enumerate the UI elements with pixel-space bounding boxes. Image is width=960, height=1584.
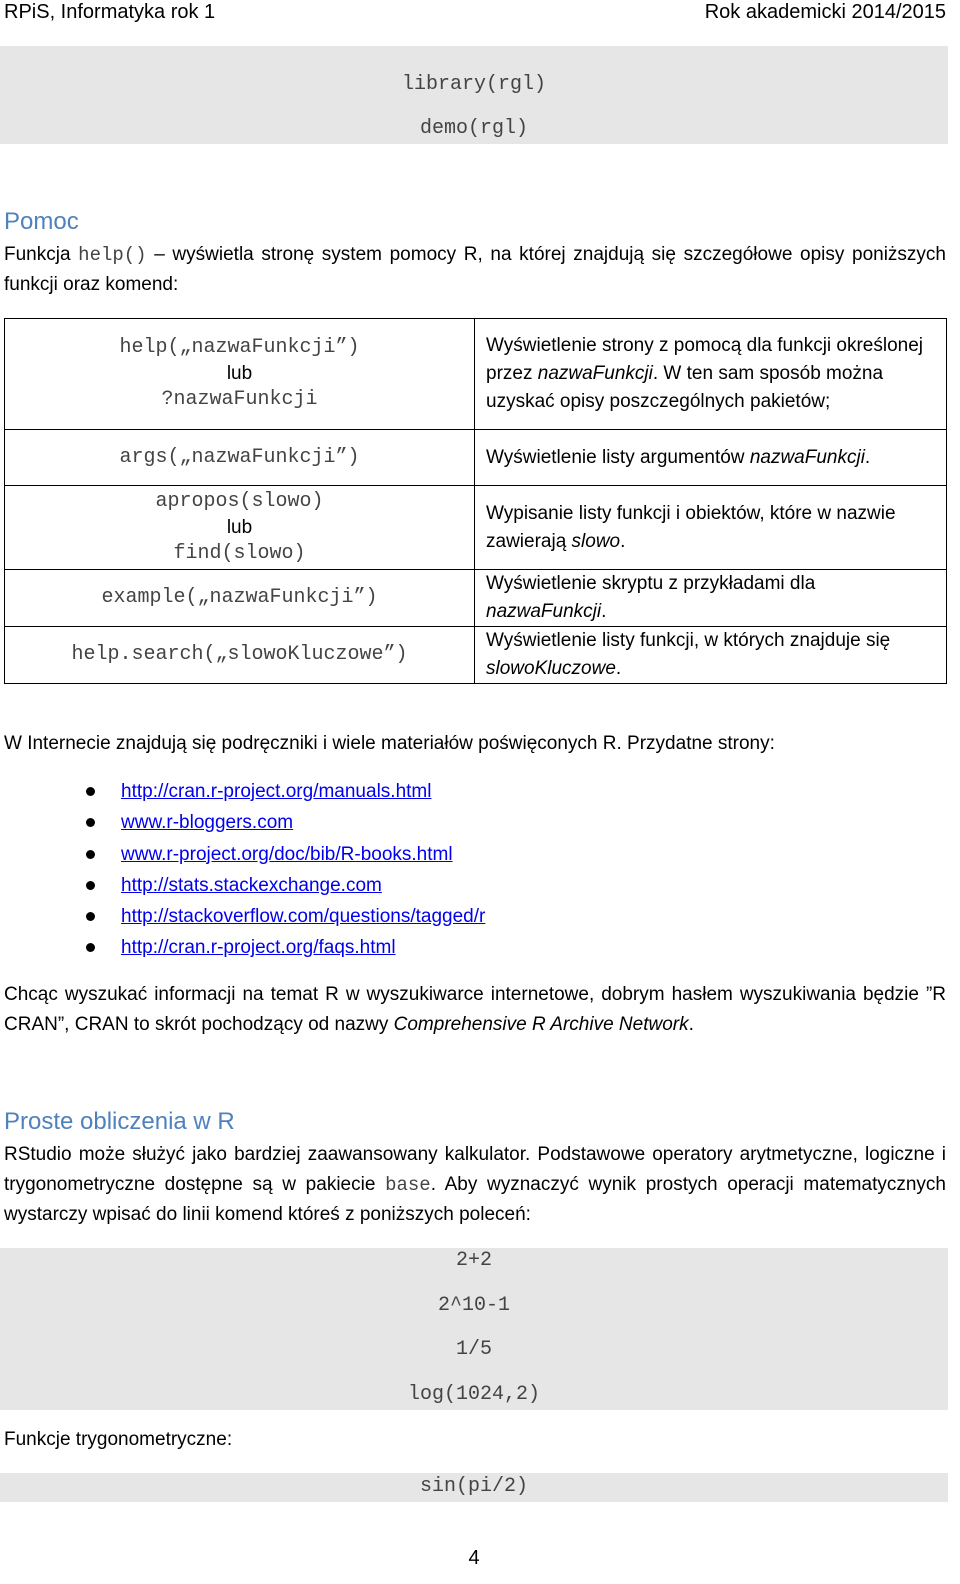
code-line: log(1024,2) [407, 1383, 541, 1406]
command: help(„nazwaFunkcji”) [119, 336, 360, 359]
text: . W ten sam sposób można uzyskać opisy poszczególnych pakietów; [486, 363, 884, 412]
section-heading-help: Pomoc [4, 208, 79, 235]
emphasis: slowoKluczowe [486, 658, 616, 679]
inline-code: help() [78, 244, 147, 266]
link[interactable]: www.r-bloggers.com [121, 812, 294, 834]
link[interactable]: www.r-project.org/doc/bib/R-books.html [121, 843, 453, 865]
text: . [601, 601, 607, 622]
command: apropos(slowo) [155, 489, 324, 513]
description-cell [475, 430, 947, 486]
description-cell [475, 486, 947, 570]
emphasis: nazwaFunkcji [486, 601, 602, 622]
command: ?nazwaFunkcji [161, 388, 318, 411]
text: . [688, 1014, 694, 1035]
text: . [620, 530, 626, 552]
cran-paragraph [4, 980, 946, 1040]
command-cell [5, 486, 475, 570]
command-cell [5, 627, 475, 684]
code-line: sin(pi/2) [419, 1475, 529, 1498]
link[interactable]: http://cran.r-project.org/faqs.html [121, 937, 396, 959]
text: Wyświetlenie skryptu z przykładami dla [486, 573, 816, 594]
table-row [5, 627, 947, 684]
text: Funkcja [4, 244, 79, 265]
description-cell [475, 570, 947, 627]
list-item [80, 839, 485, 870]
table-row [5, 486, 947, 570]
table-row [5, 430, 947, 486]
link[interactable]: http://stats.stackexchange.com [121, 874, 382, 896]
calc-paragraph [4, 1140, 946, 1230]
command: args(„nazwaFunkcji”) [119, 445, 360, 469]
text: Wypisanie listy funkcji i obiektów, które w nazwie zawierają [486, 502, 896, 552]
internet-paragraph: W Internecie znajdują się podręczniki i wiele materiałów poświęconych R. Przydatne strony: [4, 733, 775, 754]
emphasis: Comprehensive R Archive Network [393, 1014, 689, 1035]
help-intro-paragraph [4, 240, 946, 300]
code-line: 2+2 [455, 1249, 492, 1272]
or-label: lub [226, 516, 253, 538]
code-line: demo(rgl) [419, 117, 529, 140]
text: Chcąc wyszukać informacji na temat R w wyszukiwarce internetowe, dobrym hasłem wyszukiwania będzie ”R CRAN”, CRAN to skrót pochodzący od nazwy [4, 984, 946, 1035]
text: . [864, 446, 871, 468]
inline-code: base [385, 1174, 431, 1196]
useful-links-list [80, 776, 485, 964]
command-cell [5, 570, 475, 627]
list-item [80, 776, 485, 807]
command-cell [5, 319, 475, 430]
page-number: 4 [468, 1547, 480, 1569]
table-row [5, 570, 947, 627]
emphasis: slowo [571, 530, 621, 552]
emphasis: nazwaFunkcji [749, 446, 865, 468]
or-label: lub [226, 363, 253, 384]
text: Wyświetlenie listy argumentów [486, 446, 750, 468]
text: – wyświetla stronę system pomocy R, na której znajdują się szczegółowe opisy poniższych funkcji oraz komend: [4, 244, 946, 295]
description-cell [475, 627, 947, 684]
list-item [80, 901, 485, 932]
command-cell [5, 430, 475, 486]
code-line: 2^10-1 [437, 1294, 510, 1317]
text: Wyświetlenie strony z pomocą dla funkcji określonej przez [486, 335, 924, 384]
text: . Aby wyznaczyć wynik prostych operacji matematycznych wystarczy wpisać do linii komend któreś z poniższych poleceń: [4, 1174, 946, 1225]
text: RStudio może służyć jako bardziej zaawansowany kalkulator. Podstawowe operatory arytmetyczne, logiczne i trygonometryczne dostępne są w pakiecie [4, 1144, 946, 1195]
trig-label: Funkcje trygonometryczne: [4, 1429, 233, 1450]
code-line: 1/5 [455, 1338, 492, 1361]
code-line: library(rgl) [401, 73, 547, 96]
text: . [615, 658, 622, 679]
command: find(slowo) [173, 541, 306, 565]
table-row [5, 319, 947, 430]
emphasis: nazwaFunkcji [537, 363, 653, 384]
header-year: Rok akademicki 2014/2015 [704, 1, 946, 23]
header-course: RPiS, Informatyka rok 1 [4, 1, 216, 23]
text: Wyświetlenie listy funkcji, w których znajduje się [486, 630, 891, 651]
link[interactable]: http://stackoverflow.com/questions/tagged/r [121, 906, 486, 928]
link[interactable]: http://cran.r-project.org/manuals.html [121, 781, 432, 802]
list-item [80, 870, 485, 901]
help-functions-table [4, 318, 947, 684]
list-item [80, 807, 485, 838]
description-cell [475, 319, 947, 430]
command: help.search(„slowoKluczowe”) [71, 643, 408, 666]
command: example(„nazwaFunkcji”) [101, 586, 378, 609]
section-heading-calc: Proste obliczenia w R [4, 1108, 235, 1135]
list-item [80, 932, 485, 963]
